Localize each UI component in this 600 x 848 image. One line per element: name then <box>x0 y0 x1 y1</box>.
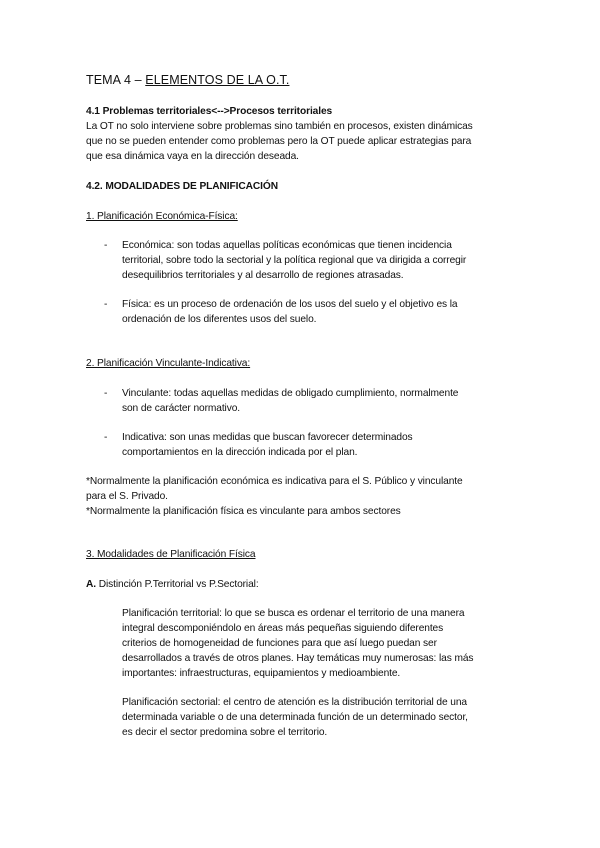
subsection-a-heading <box>86 579 259 590</box>
list-item-line: Económica: son todas aquellas políticas económicas que tienen incidencia <box>122 240 452 251</box>
section-41-heading: 4.1 Problemas territoriales<-->Procesos territoriales <box>86 106 333 117</box>
subsection-a-text: Distinción P.Territorial vs P.Sectorial: <box>98 579 259 590</box>
section-41-line: La OT no solo interviene sobre problemas sino también en procesos, existen dinámicas <box>86 121 473 132</box>
section-41-line: que esa dinámica vaya en la dirección deseada. <box>86 151 299 162</box>
title-main: ELEMENTOS DE LA O.T. <box>145 73 290 87</box>
title-prefix: TEMA 4 – <box>86 73 142 87</box>
subsection-3-heading: 3. Modalidades de Planificación Física <box>86 549 256 560</box>
list-item-line: territorial, sobre todo la sectorial y la política regional que va dirigida a corregir <box>122 255 467 266</box>
note-line: *Normalmente la planificación económica es indicativa para el S. Público y vinculante <box>86 476 463 487</box>
bullet-dash: - <box>104 388 108 399</box>
paragraph-line: Planificación sectorial: el centro de atención es la distribución territorial de una <box>122 697 467 708</box>
list-item-line: desequilibrios territoriales y al desarrollo de regiones atrasadas. <box>122 270 404 281</box>
subsection-2-heading: 2. Planificación Vinculante-Indicativa: <box>86 358 251 369</box>
bullet-dash: - <box>104 432 108 443</box>
list-item-line: Física: es un proceso de ordenación de los usos del suelo y el objetivo es la <box>122 299 458 310</box>
paragraph-line: importantes: infraestructuras, equipamientos y medioambiente. <box>122 668 401 679</box>
list-item-line: Vinculante: todas aquellas medidas de obligado cumplimiento, normalmente <box>122 388 459 399</box>
paragraph-line: integral descomponiéndolo en áreas más pequeñas siguiendo diferentes <box>122 623 444 634</box>
note-line: *Normalmente la planificación física es vinculante para ambos sectores <box>86 506 401 517</box>
paragraph-line: determinada variable o de una determinada función de un determinado sector, <box>122 712 468 723</box>
bullet-dash: - <box>104 240 108 251</box>
page-title <box>86 73 289 87</box>
section-42-heading: 4.2. MODALIDADES DE PLANIFICACIÓN <box>86 181 278 192</box>
list-item-line: Indicativa: son unas medidas que buscan favorecer determinados <box>122 432 413 443</box>
subsection-a-letter: A. <box>86 579 96 590</box>
list-item-line: son de carácter normativo. <box>122 403 241 414</box>
paragraph-line: criterios de homogeneidad de funciones para que así luego puedan ser <box>122 638 437 649</box>
paragraph-line: es decir el sector predomina sobre el territorio. <box>122 727 328 738</box>
subsection-1-heading: 1. Planificación Económica-Física: <box>86 211 238 222</box>
paragraph-line: desarrollados a través de otros planes. Hay temáticas muy numerosas: las más <box>122 653 474 664</box>
list-item-line: comportamientos en la dirección indicada por el plan. <box>122 447 358 458</box>
section-41-line: que no se pueden entender como problemas pero la OT puede aplicar estrategias para <box>86 136 472 147</box>
list-item-line: ordenación de los diferentes usos del suelo. <box>122 314 317 325</box>
bullet-dash: - <box>104 299 108 310</box>
paragraph-line: Planificación territorial: lo que se busca es ordenar el territorio de una manera <box>122 608 465 619</box>
note-line: para el S. Privado. <box>86 491 168 502</box>
